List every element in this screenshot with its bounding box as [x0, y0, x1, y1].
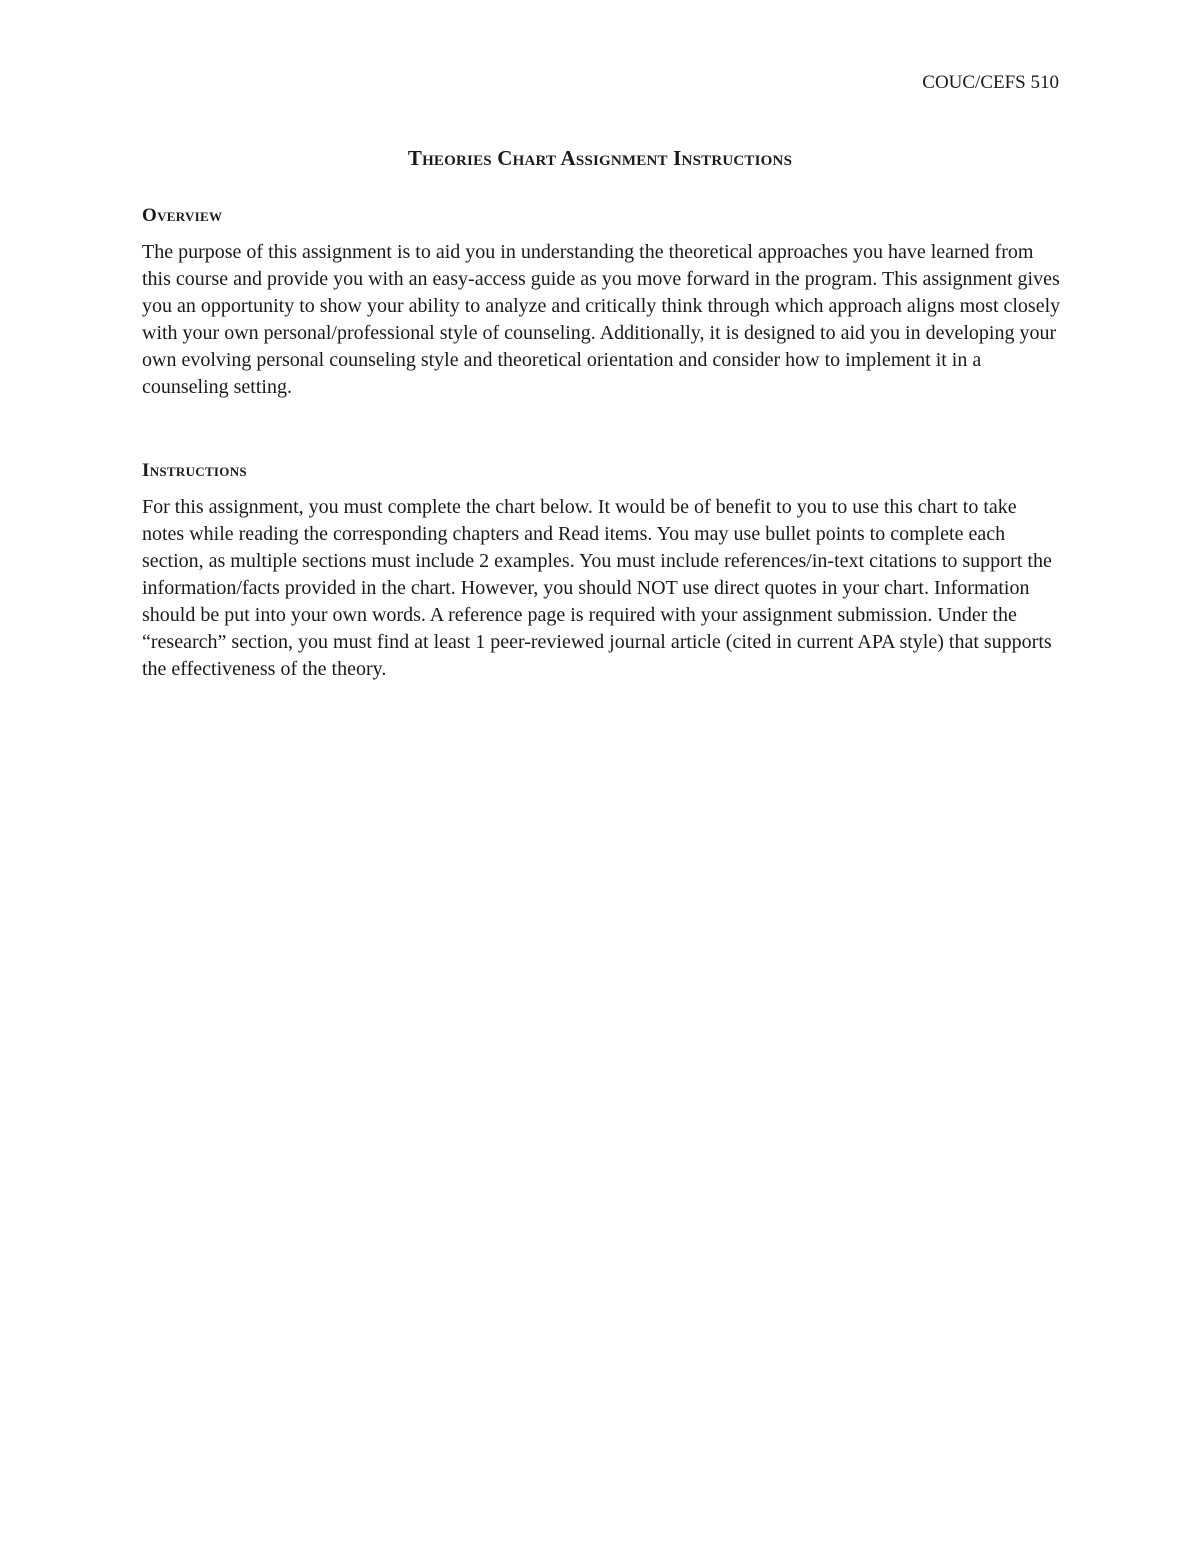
overview-heading: Overview	[142, 205, 223, 226]
overview-section	[142, 204, 1062, 401]
document-title: Theories Chart Assignment Instructions	[407, 146, 793, 170]
course-code-header: COUC/CEFS 510	[922, 72, 1059, 93]
instructions-section	[142, 459, 1062, 683]
instructions-heading: Instructions	[142, 460, 247, 481]
instructions-paragraph: For this assignment, you must complete the chart below. It would be of benefit to you to use this chart to take notes while reading the corresponding chapters and Read items. You may use bullet points to complete each section, as multiple sections must include 2 examples. You must include references/in-text citations to support the information/facts provided in the chart. However, you should NOT use direct quotes in your chart. Information should be put into your own words. A reference page is required with your assignment submission. Under the “research” section, you must find at least 1 peer-reviewed journal article (cited in current APA style) that supports the effectiveness of the theory.	[142, 496, 1052, 680]
overview-paragraph: The purpose of this assignment is to aid you in understanding the theoretical approaches you have learned from this course and provide you with an easy-access guide as you move forward in the program. This assignment gives you an opportunity to show your ability to analyze and critically think through which approach aligns most closely with your own personal/professional style of counseling. Additionally, it is designed to aid you in developing your own evolving personal counseling style and theoretical orientation and consider how to implement it in a counseling setting.	[142, 241, 1061, 398]
